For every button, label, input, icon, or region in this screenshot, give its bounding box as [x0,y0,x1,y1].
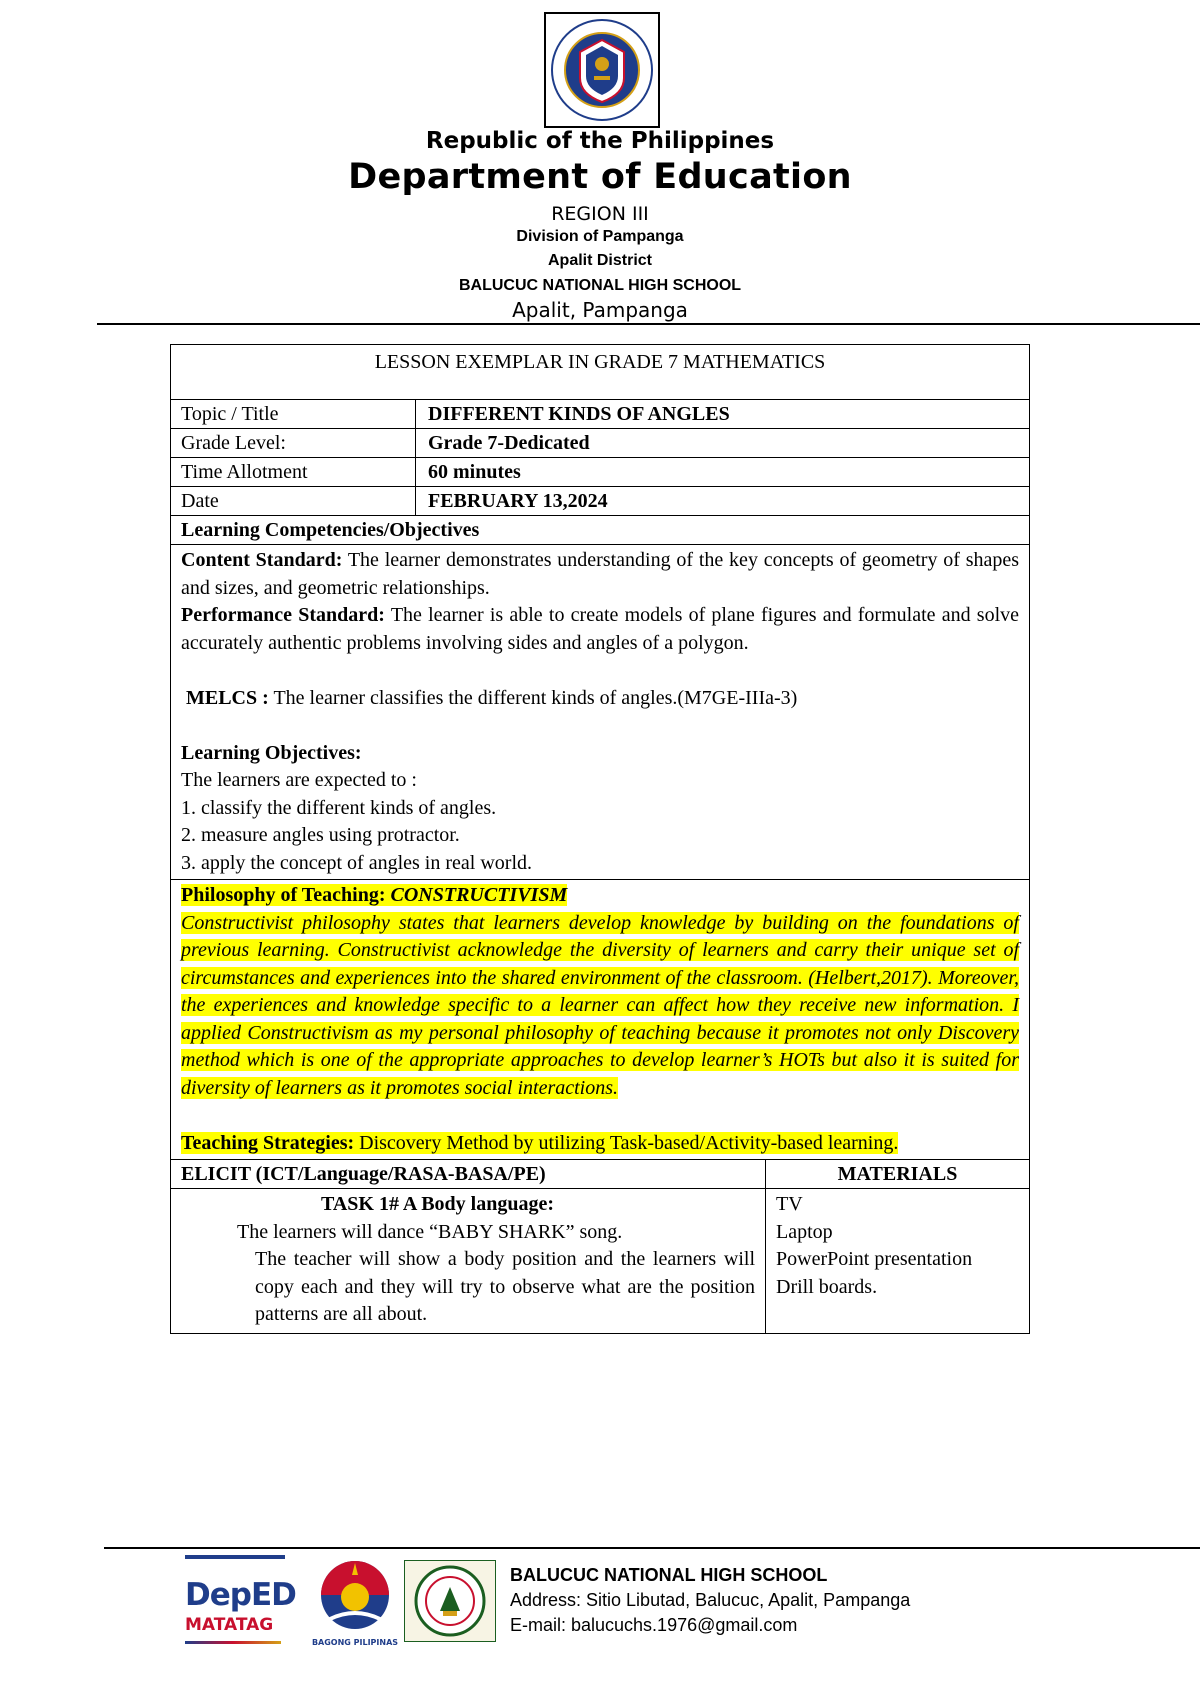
bagong-pilipinas-logo [310,1557,400,1649]
task-cell [171,1189,766,1333]
info-row-topic [171,400,1029,429]
info-row-time [171,458,1029,487]
footer-contact [510,1563,910,1638]
school-seal-icon [405,1561,495,1641]
elicit-heading: ELICIT (ICT/Language/RASA-BASA/PE) [171,1160,766,1188]
objective-item: 2. measure angles using protractor. [181,824,460,846]
teaching-strategies [181,1130,1019,1158]
melcs-label: MELCS : [186,686,269,709]
footer-school-name: BALUCUC NATIONAL HIGH SCHOOL [510,1565,828,1585]
competencies-heading: Learning Competencies/Objectives [171,516,1029,545]
school-seal-logo [404,1560,496,1642]
task-row [171,1189,1029,1333]
lesson-title: LESSON EXEMPLAR IN GRADE 7 MATHEMATICS [171,345,1029,400]
objective-item: 3. apply the concept of angles in real world. [181,851,532,874]
header-divider [97,323,1200,325]
philosophy-heading [181,882,1019,910]
philosophy-label: Philosophy of Teaching: [181,884,386,906]
deped-matatag-logo [185,1555,295,1645]
content-standard-label: Content Standard: [181,549,343,571]
material-item: Laptop [776,1220,833,1243]
info-value: FEBRUARY 13,2024 [428,490,608,512]
philosophy-text: Constructivist philosophy states that learners develop knowledge by building on the foundations of previous learning. Constructivist acknowledge the diversity of learners and carry their unique set of circumstances and experiences into the shared environment of the classroom. (Helbert,2017). Moreover, the experiences and knowledge specific to a learner can affect how they receive new information. I applied Constructivism as my personal philosophy of teaching because it promotes not only Discovery method which is one of the appropriate approaches to develop learner’s HOTs but also it is suited for diversity of learners as it promotes social interactions. [181,911,1019,1099]
info-label: Topic / Title [171,400,416,428]
material-item: TV [776,1193,803,1215]
task-title: TASK 1# A Body language: [321,1193,555,1215]
info-row-date [171,487,1029,516]
strategies-text: Discovery Method by utilizing Task-based/Activity-based learning. [359,1131,899,1154]
melcs [181,685,1019,713]
content-standard [181,547,1019,602]
info-value: Grade 7-Dedicated [428,432,590,454]
materials-cell [766,1189,1029,1333]
content-standard-text: The learner demonstrates understanding of the key concepts of geometry of shapes and sizes, and geometric relationships. [181,549,1020,599]
melcs-text: The learner classifies the different kinds of angles.(M7GE-IIIa-3) [273,686,798,709]
materials-heading: MATERIALS [837,1163,958,1185]
philosophy-name: CONSTRUCTIVISM [390,884,568,906]
performance-standard-label: Performance Standard: [181,604,385,626]
objectives-intro: The learners are expected to : [181,769,417,791]
philosophy-cell [171,880,1029,1160]
performance-standard-text: The learner is able to create models of plane figures and formulate and solve accurately authentic problems involving sides and angles of a polygon. [181,604,1020,654]
standards-cell [171,545,1029,880]
footer-divider [104,1547,1200,1549]
performance-standard [181,602,1019,657]
region-text: REGION III [551,203,649,225]
elicit-header-row [171,1160,1029,1189]
lesson-exemplar-table [170,344,1030,1334]
objectives-heading: Learning Objectives: [181,741,362,764]
department-heading: Department of Education [348,157,852,197]
info-label: Grade Level: [171,429,416,457]
deped-seal-logo [544,12,660,128]
task-line-2: The teacher will show a body position and the learners will copy each and they will try to observe what are the position patterns are all about. [255,1248,755,1325]
footer-email: E-mail: balucuchs.1976@gmail.com [510,1615,798,1635]
objective-item: 1. classify the different kinds of angles. [181,796,497,819]
bagong-pilipinas-icon [310,1557,400,1633]
seal-icon [550,18,654,122]
info-value: DIFFERENT KINDS OF ANGLES [428,403,730,425]
republic-heading: Republic of the Philippines [425,128,775,154]
info-value: 60 minutes [428,461,521,483]
info-label: Time Allotment [171,458,416,486]
place-text: Apalit, Pampanga [512,298,688,322]
info-row-grade [171,429,1029,458]
division-text: Division of Pampanga [516,228,684,245]
deped-logo-text: DepED [185,1577,296,1613]
footer-address: Address: Sitio Libutad, Balucuc, Apalit, Pampanga [510,1590,911,1610]
school-name-text: BALUCUC NATIONAL HIGH SCHOOL [458,277,742,294]
material-item: PowerPoint presentation [776,1248,973,1270]
strategies-label: Teaching Strategies: [181,1131,355,1154]
district-text: Apalit District [547,252,652,269]
info-label: Date [171,487,416,515]
bagong-pilipinas-text: BAGONG PILIPINAS [311,1638,399,1647]
matatag-logo-text: MATATAG [185,1615,274,1635]
material-item: Drill boards. [776,1275,878,1298]
task-line-1: The learners will dance “BABY SHARK” song. [237,1220,623,1243]
